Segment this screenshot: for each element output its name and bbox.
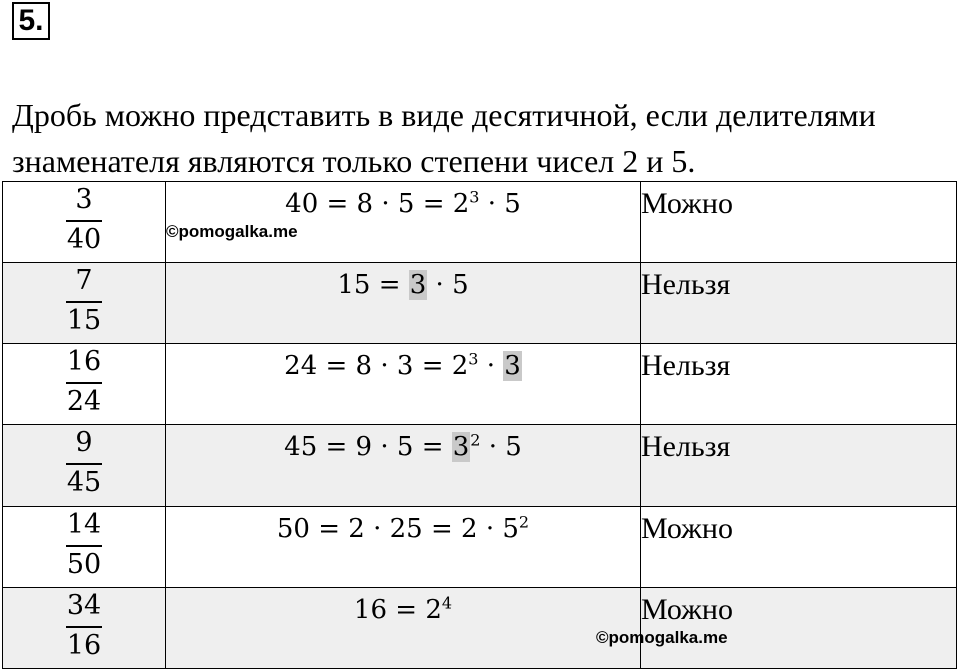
answer-text: Можно [641, 511, 733, 545]
answer-cell [641, 344, 957, 425]
expression-part: · 5 [480, 432, 522, 463]
exponent: 2 [470, 430, 481, 450]
highlighted-factor: 3 [409, 270, 427, 301]
fraction [65, 425, 103, 501]
fraction-cell [3, 506, 166, 587]
factorization-expression [166, 427, 640, 467]
fraction-cell [3, 344, 166, 425]
answer-text: Можно [641, 592, 733, 626]
intro-text [12, 92, 876, 184]
expression-part: · 5 [427, 270, 469, 301]
expression-part: · [478, 351, 504, 382]
expression-part: 50 = 2 · 25 = 2 · 5 [276, 513, 519, 544]
fraction-denominator: 50 [66, 548, 102, 580]
fraction [65, 344, 103, 420]
expression-part: 24 = 8 · 3 = 2 [284, 351, 469, 382]
intro-line-2: знаменателя являются только степени чисел 2 и 5. [12, 143, 696, 179]
factorization-cell [166, 587, 641, 668]
task-number: 5. [12, 2, 50, 40]
exponent: 3 [469, 187, 480, 207]
factorization-cell [166, 506, 641, 587]
fraction-cell [3, 263, 166, 344]
factorization-cell [166, 263, 641, 344]
factorization-cell [166, 344, 641, 425]
expression-part: 16 = 2 [353, 594, 442, 625]
fraction-numerator: 16 [66, 346, 102, 378]
factorization-expression [166, 184, 640, 224]
table-row [3, 182, 957, 263]
answer-cell [641, 425, 957, 506]
fraction-denominator: 45 [66, 467, 102, 499]
fraction-numerator: 7 [75, 265, 93, 297]
table-row [3, 344, 957, 425]
watermark-top: ©pomogalka.me [166, 222, 298, 241]
fraction-denominator: 40 [66, 224, 102, 255]
fraction [65, 263, 103, 339]
answer-text: Можно [641, 187, 733, 220]
fraction-denominator: 24 [66, 386, 102, 418]
table-row [3, 587, 957, 668]
fraction-cell [3, 425, 166, 506]
expression-part: 40 = 8 · 5 = 2 [285, 189, 470, 219]
fraction-numerator: 34 [66, 589, 102, 621]
answer-text: Нельзя [641, 268, 731, 302]
fraction-denominator: 16 [66, 629, 102, 661]
highlighted-factor: 3 [452, 432, 470, 463]
fraction-numerator: 9 [75, 427, 93, 459]
fraction-cell [3, 587, 166, 668]
factorization-cell [166, 425, 641, 506]
fraction [65, 182, 103, 258]
factorization-expression [166, 590, 640, 630]
fraction [65, 507, 103, 583]
expression-part: 15 = [337, 270, 409, 301]
exponent: 4 [441, 593, 453, 613]
fraction-cell [3, 182, 166, 263]
factorization-expression [166, 346, 640, 386]
fraction-denominator: 15 [66, 305, 102, 337]
exponent: 3 [468, 349, 479, 369]
fraction [65, 588, 103, 664]
fraction-numerator: 14 [66, 508, 102, 540]
watermark-bottom: ©pomogalka.me [596, 628, 728, 647]
expression-part: · 5 [479, 189, 521, 219]
exponent: 2 [518, 511, 530, 531]
fraction-numerator: 3 [75, 184, 93, 215]
table-row [3, 506, 957, 587]
highlighted-factor: 3 [504, 351, 521, 382]
answer-text: Нельзя [641, 430, 731, 464]
expression-part: 45 = 9 · 5 = [284, 432, 452, 463]
fractions-table [2, 181, 957, 669]
answer-cell [641, 263, 957, 344]
table-row [3, 425, 957, 506]
intro-line-1: Дробь можно представить в виде десятичной, если делителями [12, 97, 876, 133]
table-row [3, 263, 957, 344]
factorization-expression [166, 265, 640, 305]
answer-text: Нельзя [641, 349, 731, 383]
answer-cell [641, 506, 957, 587]
answer-cell [641, 182, 957, 263]
factorization-expression [166, 509, 640, 549]
